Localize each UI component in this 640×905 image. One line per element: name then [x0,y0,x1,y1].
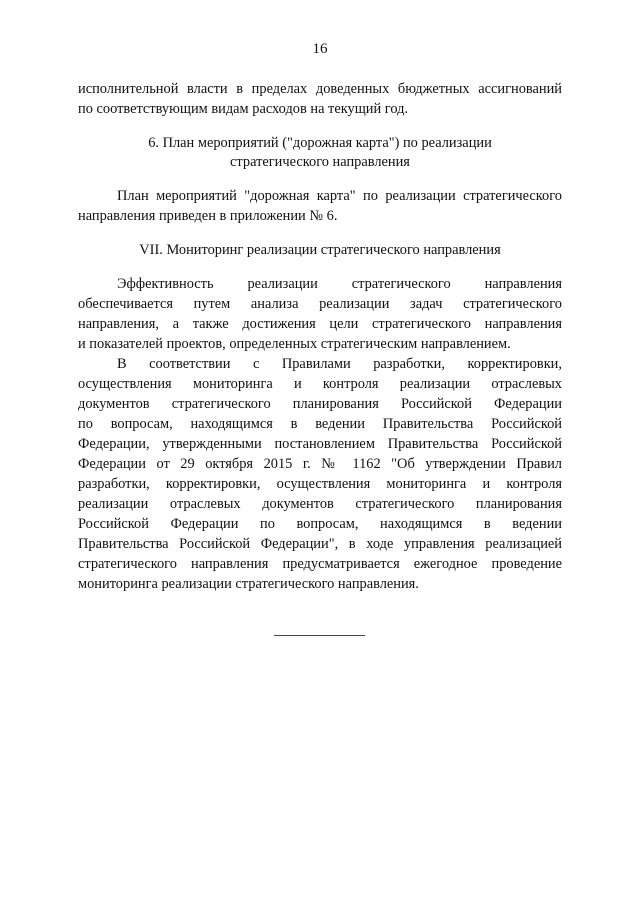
section-7-paragraph-line: стратегического направления предусматривается ежегодное проведение [78,556,562,572]
continuation-line: исполнительной власти в пределах доведенных бюджетных ассигнований [78,81,562,97]
section-7-paragraph-line: Российской Федерации по вопросам, находящимся в ведении [78,516,562,532]
section-7-paragraph-line: реализации отраслевых документов стратегического планирования [78,496,562,512]
continuation-line: по соответствующим видам расходов на текущий год. [78,101,409,117]
section-6-heading: 6. План мероприятий ("дорожная карта") по реализации [148,135,492,151]
section-6-paragraph-line: направления приведен в приложении № 6. [78,208,338,224]
section-7-paragraph-line: В соответствии с Правилами разработки, корректировки, [117,356,562,372]
section-7-paragraph-line: по вопросам, находящимся в ведении Правительства Российской [78,416,562,432]
section-6-heading: стратегического направления [230,154,410,170]
section-7-paragraph-line: осуществления мониторинга и контроля реализации отраслевых [78,376,562,392]
section-7-paragraph-line: Федерации, утвержденными постановлением Правительства Российской [78,436,562,452]
section-7-paragraph-line: мониторинга реализации стратегического направления. [78,576,419,592]
section-7-paragraph-line: обеспечивается путем анализа реализации задач стратегического [78,296,562,312]
section-7-paragraph-line: разработки, корректировки, осуществления мониторинга и контроля [78,476,562,492]
section-7-paragraph-line: Эффективность реализации стратегического направления [117,276,562,292]
section-7-paragraph-line: документов стратегического планирования Российской Федерации [78,396,562,412]
end-separator [274,635,365,636]
section-7-paragraph-line: Федерации от 29 октября 2015 г. № 1162 "Об утверждении Правил [78,456,562,472]
section-7-paragraph-line: направления, а также достижения цели стратегического направления [78,316,562,332]
section-7-paragraph-line: и показателей проектов, определенных стратегическим направлением. [78,336,511,352]
page-number: 16 [312,41,328,57]
section-6-paragraph-line: План мероприятий "дорожная карта" по реализации стратегического [117,188,562,204]
section-7-paragraph-line: Правительства Российской Федерации", в ходе управления реализацией [78,536,562,552]
section-7-heading: VII. Мониторинг реализации стратегического направления [139,242,501,258]
